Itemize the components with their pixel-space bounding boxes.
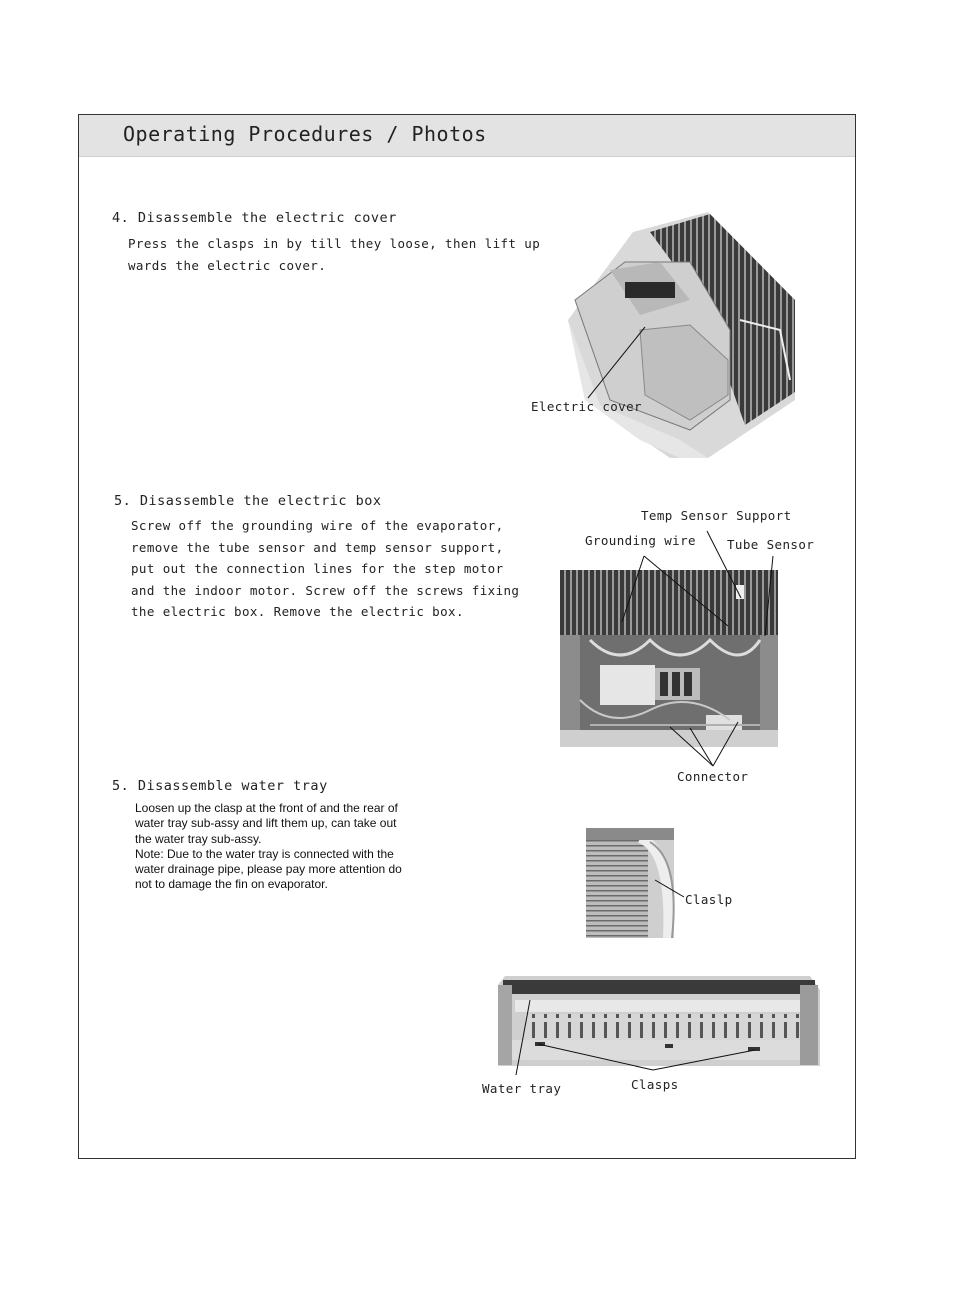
label-electric-cover: Electric cover (531, 399, 642, 414)
step-4-line: Press the clasps in by till they loose, then lift up (128, 236, 541, 251)
label-claslp: Claslp (685, 892, 733, 907)
step-5-line: put out the connection lines for the step motor (131, 561, 504, 576)
label-tube-sensor: Tube Sensor (727, 537, 815, 552)
step-5-line: Screw off the grounding wire of the evaporator, (131, 518, 504, 533)
step-4-title: 4. Disassemble the electric cover (112, 210, 397, 226)
step-6-line: not to damage the fin on evaporator. (135, 877, 328, 892)
step-5-line: the electric box. Remove the electric box. (131, 604, 464, 619)
step-6-line: Note: Due to the water tray is connected with the (135, 846, 394, 861)
photo-water-tray (498, 976, 820, 1066)
step-6-line: water tray sub-assy and lift them up, can take out (135, 816, 397, 831)
step-6-line: Loosen up the clasp at the front of and the rear of (135, 801, 398, 815)
step-4-line: wards the electric cover. (128, 257, 327, 273)
step-5-line: and the indoor motor. Screw off the screws fixing (131, 582, 520, 598)
photo-electric-cover (568, 212, 795, 458)
step-6-line: the water tray sub-assy. (135, 831, 262, 846)
step-5-line: remove the tube sensor and temp sensor support, (131, 539, 504, 555)
page-title: Operating Procedures / Photos (123, 122, 487, 146)
step-6-line: water drainage pipe, please pay more attention do (135, 862, 402, 877)
step-6-title: 5. Disassemble water tray (112, 778, 328, 794)
label-water-tray: Water tray (482, 1081, 562, 1096)
photo-electric-box (560, 570, 778, 747)
label-temp-sensor-support: Temp Sensor Support (641, 508, 792, 523)
label-clasps: Clasps (631, 1077, 679, 1092)
label-connector: Connector (677, 769, 749, 784)
label-grounding-wire: Grounding wire (585, 533, 696, 548)
step-5-title: 5. Disassemble the electric box (114, 493, 382, 509)
